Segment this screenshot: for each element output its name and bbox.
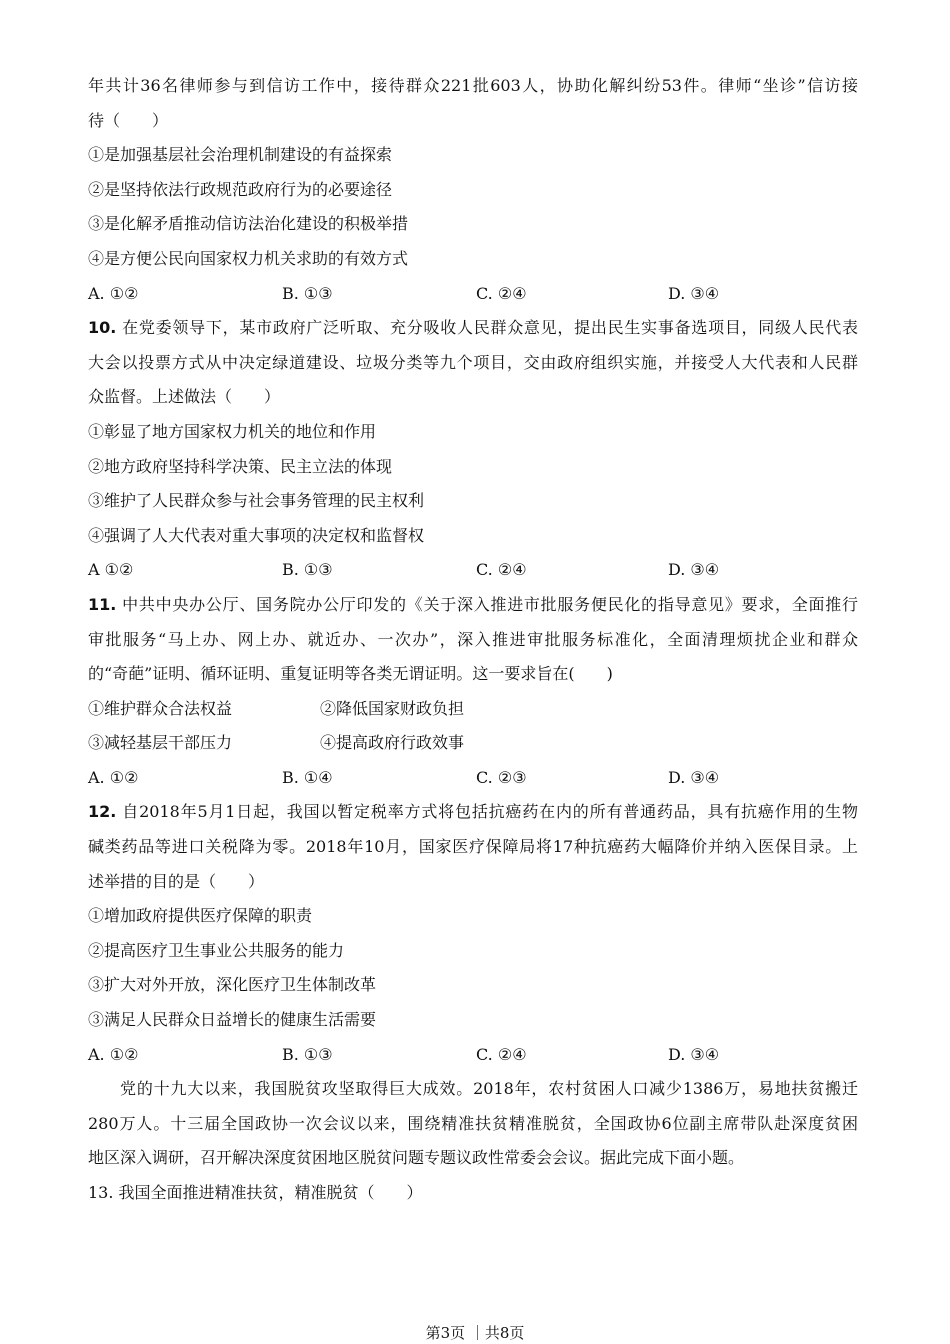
text-line: ①是加强基层社会治理机制建设的有益探索 [88, 145, 393, 165]
text-line: 大会以投票方式从中决定绿道建设、垃圾分类等九个项目，交由政府组织实施，并接受人大代表和人民群 [88, 352, 858, 372]
text-line: ④是方便公民向国家权力机关求助的有效方式 [88, 248, 409, 268]
text-line: ①彰显了地方国家权力机关的地位和作用 [88, 421, 377, 441]
statement-item: ②降低国家财政负担 [320, 698, 465, 718]
answer-option-c: C. ②③ [476, 767, 527, 787]
statement-item: ④提高政府行政效事 [320, 733, 465, 753]
answer-option-d: D. ③④ [668, 560, 720, 580]
answer-option-d: D. ③④ [668, 283, 720, 303]
answer-options-row [88, 277, 858, 312]
text-line: 碱类药品等进口关税降为零。2018年10月，国家医疗保障局将17种抗癌药大幅降价并纳入医保目录。上 [88, 837, 858, 857]
text-line: 众监督。上述做法（ ） [88, 387, 281, 407]
answer-option-b: B. ①③ [282, 1044, 333, 1064]
question-text: 在党委领导下，某市政府广泛听取、充分吸收人民群众意见，提出民生实事备选项目，同级人民代表 [116, 318, 858, 338]
question-stem-line [88, 795, 858, 830]
answer-option-c: C. ②④ [476, 560, 527, 580]
text-line: 13. 我国全面推进精准扶贫，精准脱贫（ ） [88, 1183, 423, 1202]
answer-option-d: D. ③④ [668, 767, 720, 787]
text-line: ③满足人民群众日益增长的健康生活需要 [88, 1010, 377, 1030]
answer-options-row [88, 761, 858, 796]
statement-pair-row [88, 726, 858, 761]
text-line: ②提高医疗卫生事业公共服务的能力 [88, 940, 345, 960]
text-line: 党的十九大以来，我国脱贫攻坚取得巨大成效。2018年，农村贫困人口减少1386万，易地扶贫搬迁 [120, 1079, 858, 1099]
question-text: 中共中央办公厅、国务院办公厅印发的《关于深入推进市批服务便民化的指导意见》要求，全面推行 [116, 594, 858, 614]
answer-options-row [88, 553, 858, 588]
answer-option-d: D. ③④ [668, 1044, 720, 1064]
question-number: 11. [88, 594, 117, 614]
answer-options-row [88, 1038, 858, 1073]
text-line: 的“奇葩”证明、循环证明、重复证明等各类无谓证明。这一要求旨在( ) [88, 664, 613, 684]
text-line: ③是化解矛盾推动信访法治化建设的积极举措 [88, 214, 409, 234]
text-line: ①增加政府提供医疗保障的职责 [88, 906, 313, 926]
question-number: 12. [88, 802, 117, 822]
text-line: 待（ ） [88, 110, 169, 130]
statement-item: ①维护群众合法权益 [88, 698, 233, 718]
text-line: ③维护了人民群众参与社会事务管理的民主权利 [88, 491, 425, 511]
text-line: ③扩大对外开放，深化医疗卫生体制改革 [88, 975, 377, 995]
statement-pair-row [88, 692, 858, 727]
answer-option-b: B. ①④ [282, 767, 333, 787]
text-line: ②是坚持依法行政规范政府行为的必要途径 [88, 179, 393, 199]
text-line: 280万人。十三届全国政协一次会议以来，围绕精准扶贫精准脱贫，全国政协6位副主席带队赴深度贫困 [88, 1113, 858, 1133]
question-text: 自2018年5月1日起，我国以暂定税率方式将包括抗癌药在内的所有普通药品，具有抗癌作用的生物 [116, 802, 858, 822]
question-stem-line [88, 588, 858, 623]
answer-option-a: A ①② [88, 560, 134, 580]
answer-option-a: A. ①② [88, 767, 139, 787]
text-line: ④强调了人大代表对重大事项的决定权和监督权 [88, 525, 425, 545]
text-line: 地区深入调研，召开解决深度贫困地区脱贫问题专题议政性常委会会议。据此完成下面小题。 [88, 1148, 745, 1168]
text-line: 审批服务“马上办、网上办、就近办、一次办”，深入推进审批服务标准化，全面清理烦扰企业和群众 [88, 629, 858, 649]
answer-option-c: C. ②④ [476, 283, 527, 303]
page-footer: 第3页 ｜共8页 [425, 1324, 525, 1342]
text-line: 述举措的目的是（ ） [88, 871, 265, 891]
answer-option-b: B. ①③ [282, 283, 333, 303]
text-line: 年共计36名律师参与到信访工作中，接待群众221批603人，协助化解纠纷53件。律师“坐诊”信访接 [88, 76, 858, 95]
answer-option-a: A. ①② [88, 1044, 139, 1064]
question-number: 10. [88, 318, 117, 338]
question-stem-line [88, 311, 858, 346]
answer-option-c: C. ②④ [476, 1044, 527, 1064]
answer-option-b: B. ①③ [282, 560, 333, 580]
statement-item: ③减轻基层干部压力 [88, 733, 233, 753]
document-body [88, 69, 858, 1211]
text-line: ②地方政府坚持科学决策、民主立法的体现 [88, 456, 393, 476]
answer-option-a: A. ①② [88, 283, 139, 303]
